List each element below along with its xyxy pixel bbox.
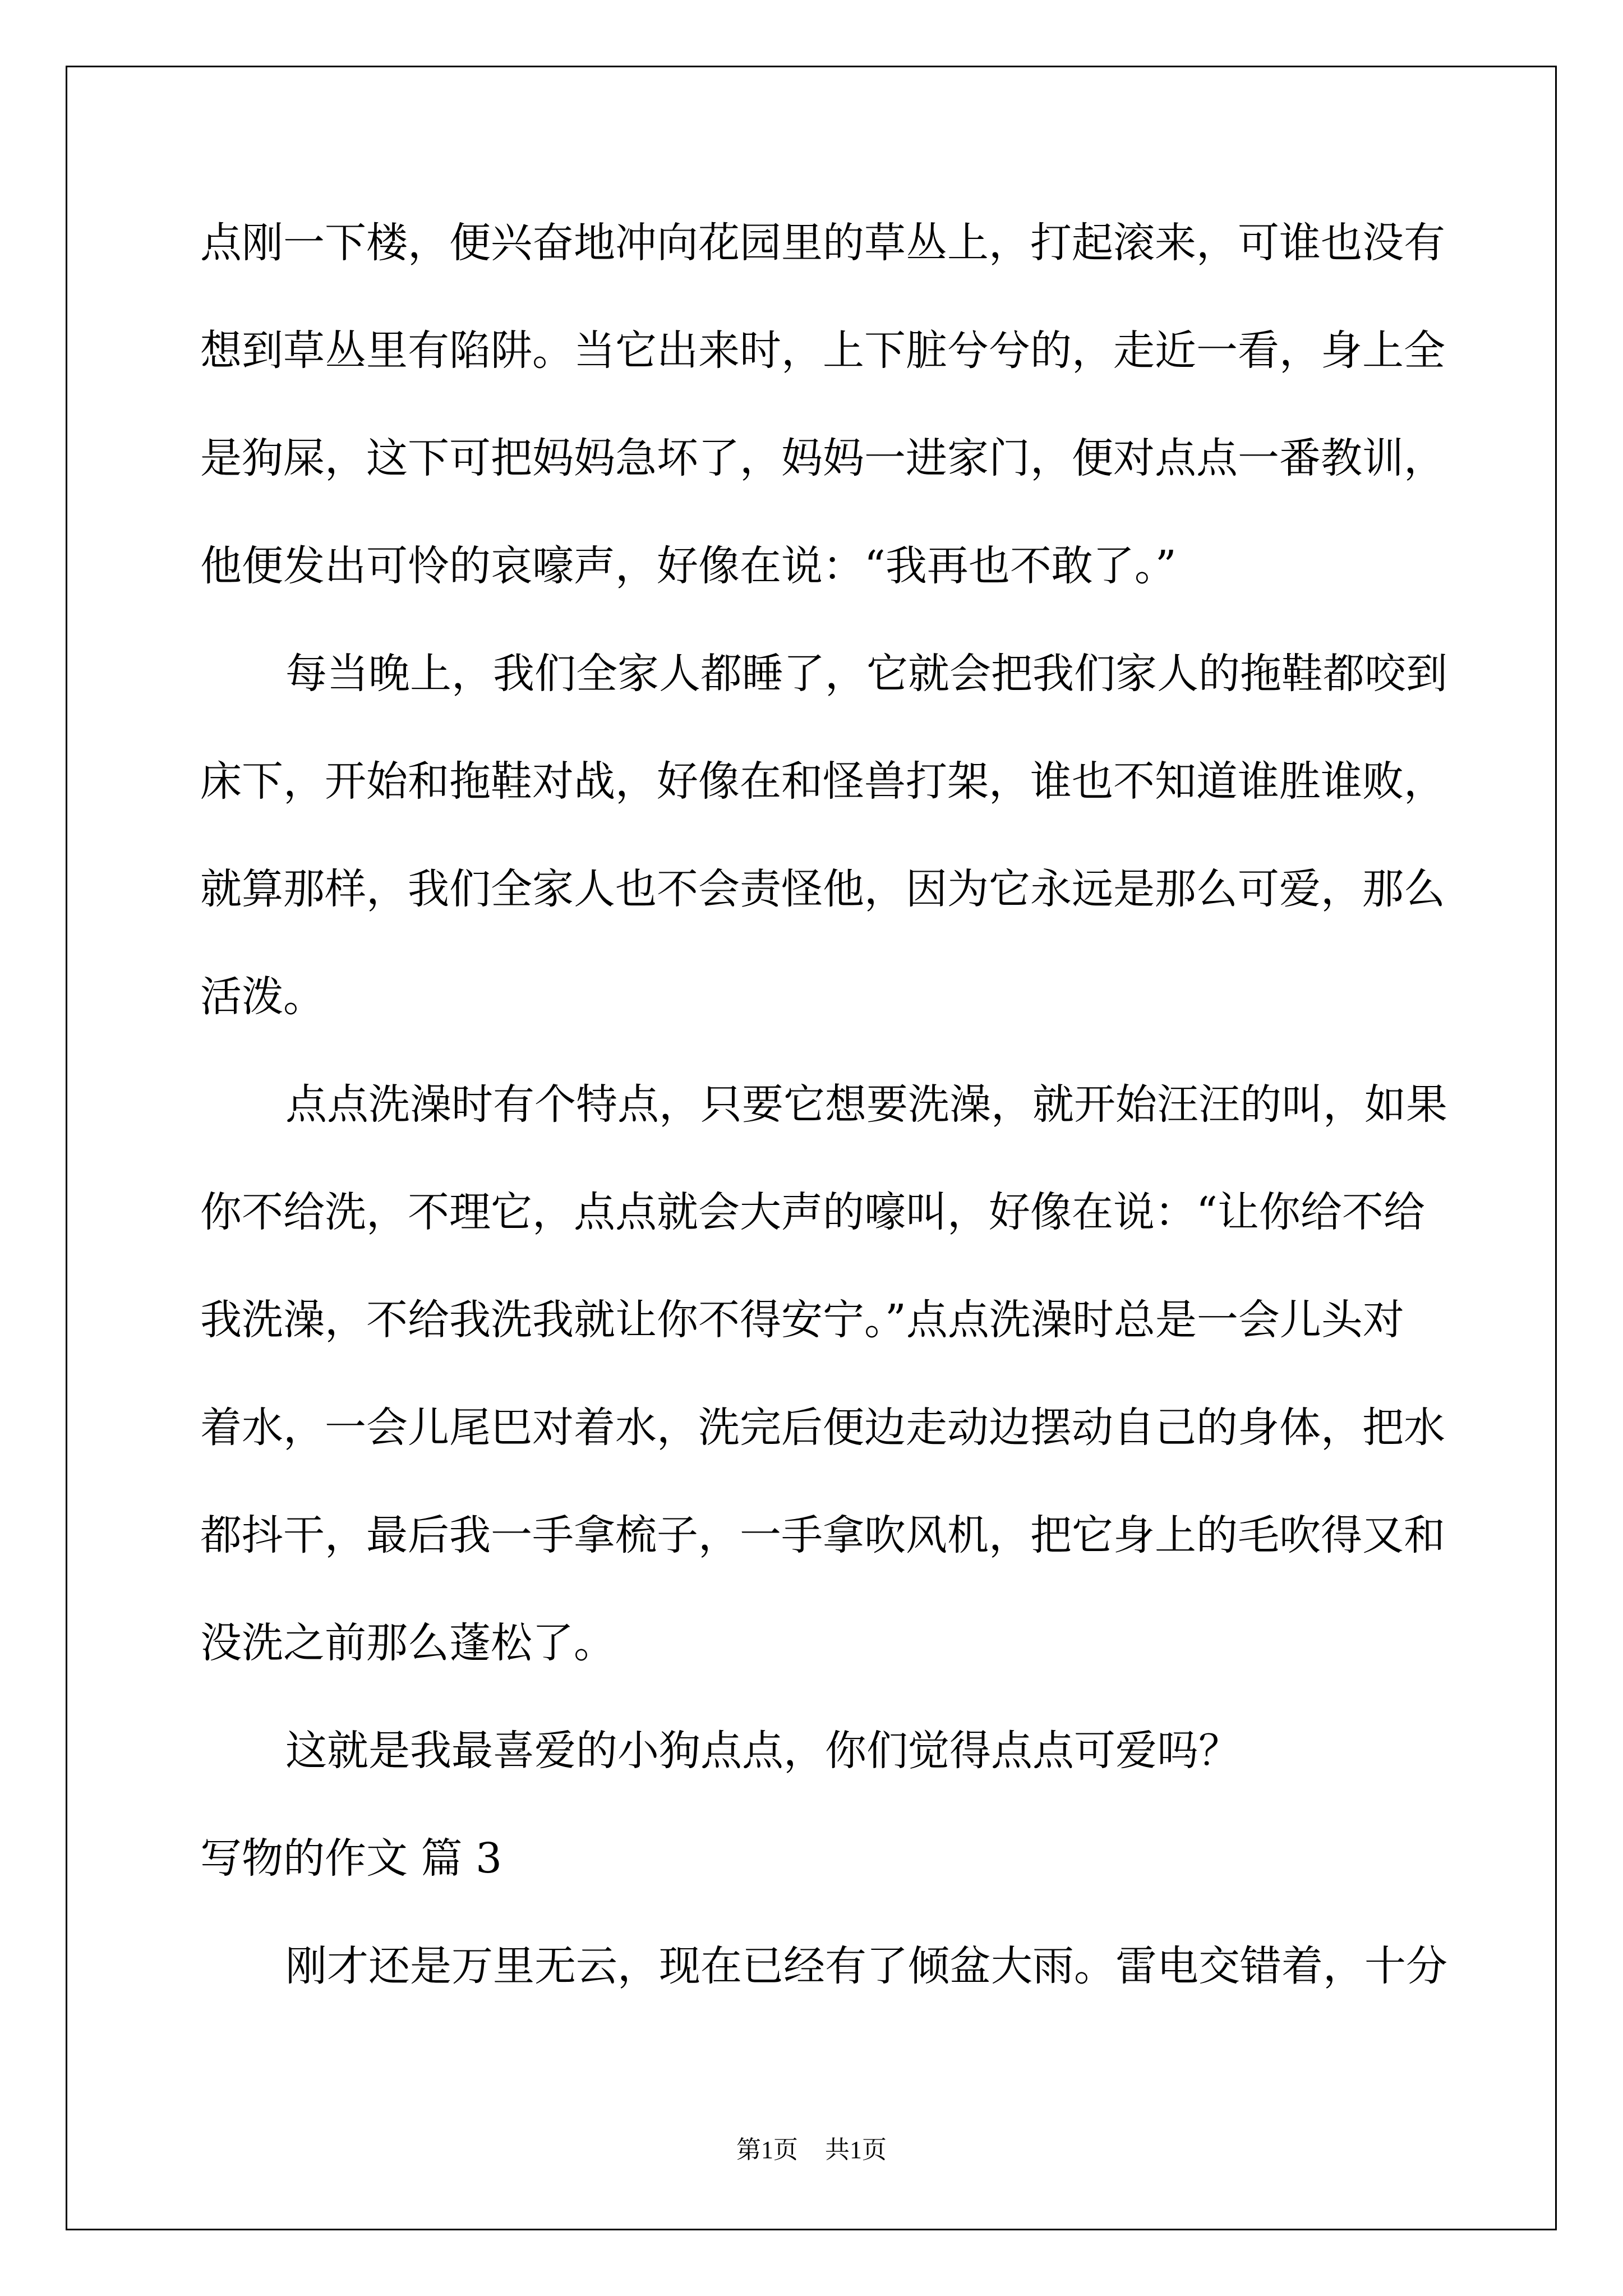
- page-footer: [0, 2136, 1623, 2164]
- text-line: 就算那样，我们全家人也不会责怪他，因为它永远是那么可爱，那么: [200, 865, 1445, 913]
- text-line: 他便发出可怜的哀嚎声，好像在说：“我再也不敢了。”: [200, 542, 1177, 590]
- text-line: 点刚一下楼，便兴奋地冲向花园里的草丛上，打起滚来，可谁也没有: [200, 219, 1445, 267]
- total-pages: 共1页: [825, 2136, 887, 2164]
- text-line: 床下，开始和拖鞋对战，好像在和怪兽打架，谁也不知道谁胜谁败，: [200, 757, 1445, 806]
- page-number: 第1页: [736, 2136, 798, 2164]
- text-line: 没洗之前那么蓬松了。: [200, 1619, 615, 1667]
- paragraph-first-line: 刚才还是万里无云，现在已经有了倾盆大雨。雷电交错着，十分: [285, 1942, 1447, 1990]
- text-line: 想到草丛里有陷阱。当它出来时，上下脏兮兮的，走近一看，身上全: [200, 326, 1445, 375]
- text-line: 我洗澡，不给我洗我就让你不得安宁。”点点洗澡时总是一会儿头对: [200, 1296, 1404, 1344]
- text-line: 你不给洗，不理它，点点就会大声的嚎叫，好像在说：“让你给不给: [200, 1188, 1425, 1236]
- document-body: [200, 216, 1447, 1993]
- paragraph-first-line: 这就是我最喜爱的小狗点点，你们觉得点点可爱吗？: [285, 1727, 1240, 1775]
- text-line: 都抖干，最后我一手拿梳子，一手拿吹风机，把它身上的毛吹得又和: [200, 1511, 1445, 1559]
- paragraph-first-line: 每当晚上，我们全家人都睡了，它就会把我们家人的拖鞋都咬到: [285, 650, 1447, 698]
- section-heading: 写物的作文 篇 3: [200, 1834, 502, 1883]
- text-line: 着水，一会儿尾巴对着水，洗完后便边走动边摆动自己的身体，把水: [200, 1404, 1445, 1452]
- text-line: 活泼。: [200, 973, 325, 1021]
- paragraph-first-line: 点点洗澡时有个特点，只要它想要洗澡，就开始汪汪的叫，如果: [285, 1080, 1447, 1129]
- text-line: 是狗屎，这下可把妈妈急坏了，妈妈一进家门，便对点点一番教训，: [200, 434, 1445, 482]
